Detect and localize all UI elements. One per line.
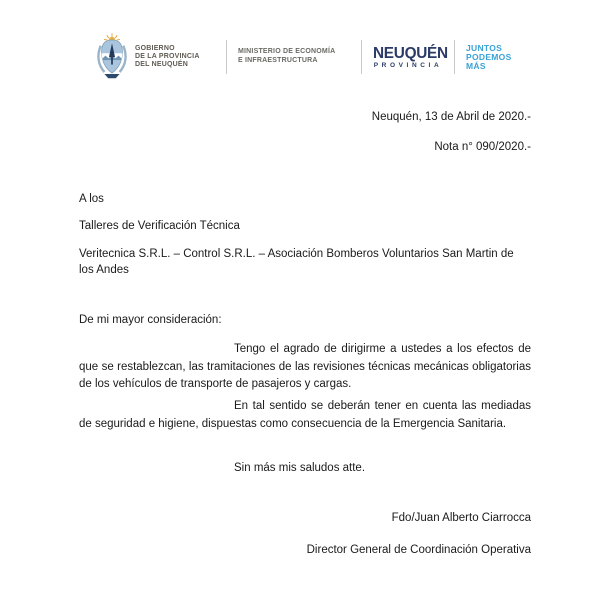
signature-name: Fdo/Juan Alberto Ciarrocca [391, 512, 531, 524]
letter-paragraph-1: Tengo el agrado de dirigirme a ustedes a los efectos de que se restablezcan, las tramitaciones de las revisiones técnicas mecánicas obligatorias de los vehículos de transporte de pasajeros y cargas. [79, 343, 531, 390]
neuquen-provincia-logo [373, 44, 448, 69]
signature-title: Director General de Coordinación Operativa [306, 544, 531, 556]
neuquen-coat-of-arms-icon [95, 32, 129, 82]
recipient-organization: Talleres de Verificación Técnica [79, 220, 240, 232]
province-slogan [466, 44, 518, 71]
slogan-line1: JUNTOS [466, 42, 503, 53]
ministry-line1: MINISTERIO DE ECONOMÍA [238, 48, 336, 56]
slogan-line2: PODEMOS [466, 51, 512, 62]
letter-paragraph-2: En tal sentido se deberán tener en cuenta las mediadas de seguridad e higiene, dispuestas como consecuencia de la Emergencia Sanitaria. [79, 400, 531, 430]
ministry-name [238, 48, 350, 65]
header-divider [226, 40, 227, 74]
recipient-companies: Veritecnica S.R.L. – Control S.R.L. – Asociación Bomberos Voluntarios San Martin de los Andes [79, 248, 514, 276]
letter-greeting: De mi mayor consideración: [79, 314, 222, 326]
ministry-line2: E INFRAESTRUCTURA [238, 57, 318, 64]
header-divider [361, 40, 362, 74]
government-line3: DEL NEUQUÉN [135, 61, 189, 69]
province-logo-subtitle: PROVINCIA [373, 61, 443, 69]
government-line2: DE LA PROVINCIA [135, 52, 200, 60]
header-divider [454, 40, 455, 74]
slogan-line3: MÁS [466, 60, 486, 71]
recipient-salutation: A los [79, 193, 104, 205]
letterhead [95, 32, 518, 82]
province-logo-name: NEUQUÉN [373, 44, 448, 62]
government-line1: GOBIERNO [135, 44, 175, 52]
letter-closing: Sin más mis saludos atte. [234, 462, 366, 474]
letter-reference-number: Nota n° 090/2020.- [434, 141, 531, 153]
letter-date: Neuquén, 13 de Abril de 2020.- [371, 111, 531, 123]
government-name [135, 45, 215, 70]
